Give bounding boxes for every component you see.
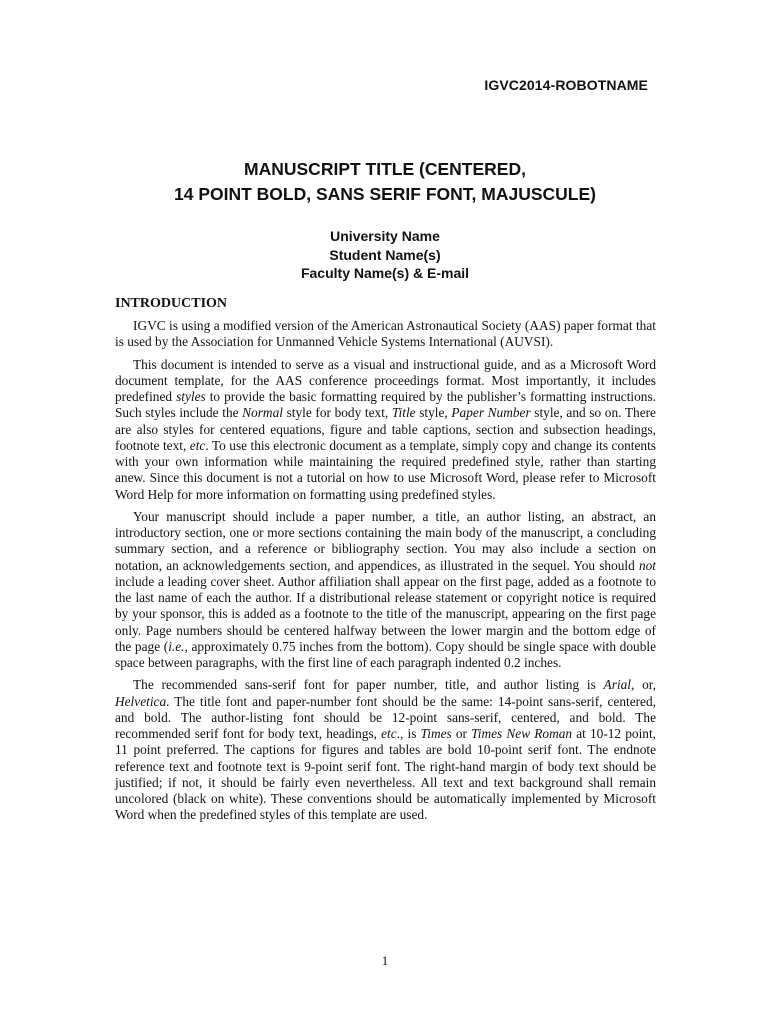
p2-text-e: style, and so on. There are also styles for centered equations, figure and table captions, section and subsection headings, footnote text, [115, 405, 656, 453]
p4-helvetica: Helvetica [115, 693, 167, 709]
p2-styles: styles [176, 389, 206, 404]
p3-text-a: Your manuscript should include a paper number, a title, an author listing, an abstract, an introductory section, one or more sections containing the main body of the manuscript, a concluding summary section, and a reference or bibliography section. You may also include a section on notation, an acknowledgements section, and appendices, as illustrated in the sequel. You should [115, 508, 656, 573]
paragraph-1: IGVC is using a modified version of the American Astronautical Society (AAS) paper format that is used by the Association for Unmanned Vehicle Systems International (AUVSI). [115, 318, 656, 350]
p4-times-new-roman: Times New Roman [471, 726, 573, 741]
p3-text-c: , approximately 0.75 inches from the bottom). Copy should be single space with double space between paragraphs, with the first line of each paragraph indented 0.2 inches. [115, 638, 656, 670]
author-listing [0, 227, 770, 283]
title-line-2: 14 POINT BOLD, SANS SERIF FONT, MAJUSCULE) [174, 184, 596, 204]
p3-not: not [638, 557, 656, 573]
paragraph-3 [115, 509, 656, 672]
manuscript-title [0, 157, 770, 207]
p2-paper-number: Paper Number [451, 405, 531, 421]
page-number: 1 [381, 953, 389, 968]
title-line-1: MANUSCRIPT TITLE (CENTERED, [244, 159, 526, 179]
p2-normal: Normal [242, 405, 283, 421]
p4-text-a: The recommended sans-serif font for paper number, title, and author listing is [133, 677, 604, 693]
university-name: University Name [330, 228, 440, 244]
p4-text-b: , or, [630, 677, 656, 693]
paragraph-2 [115, 357, 656, 503]
p2-etc: etc [189, 437, 206, 453]
p4-etc: etc [381, 726, 397, 741]
p4-text-f: at 10-12 point, 11 point preferred. The captions for figures and tables are bold 10-point serif font. The endnote reference text and footnote text is 9-point serif font. The right-hand margin of body text should be justified; if not, it should be fairly even nevertheless. All text and text background shall remain uncolored (black on white). These conventions should be automatically implemented by Microsoft Word when the predefined styles of this template are used. [115, 726, 657, 823]
p2-text-a: This document is intended to serve as a visual and instructional guide, and as a Microsoft Word document template, for the AAS conference proceedings format. Most importantly, it includes predefined [115, 356, 656, 404]
body-text [115, 295, 656, 830]
section-heading-introduction: INTRODUCTION [115, 296, 228, 311]
paragraph-4 [115, 677, 656, 823]
p4-text-d: ., is [396, 726, 421, 741]
p3-ie: i.e. [168, 638, 185, 654]
p4-times: Times [420, 726, 452, 741]
p4-arial: Arial [603, 677, 631, 693]
p2-text-d: style, [415, 405, 452, 421]
student-names: Student Name(s) [329, 246, 441, 263]
p4-text-e: or [451, 726, 472, 741]
p2-text-f: . To use this electronic document as a template, simply copy and change its contents with your own information while maintaining the required predefined style, rather than starting anew. Since this document is not a tutorial on how to use Microsoft Word, please refer to Microsoft Word Help for more information on formatting using predefined styles. [115, 437, 656, 502]
p2-text-b: to provide the basic formatting required by the publisher’s formatting instructions. Such styles include the [115, 389, 656, 421]
paper-number: IGVC2014-ROBOTNAME [484, 77, 648, 93]
p3-text-b: include a leading cover sheet. Author affiliation shall appear on the first page, added as a footnote to the last name of each the author. If a distributional release statement or copyright notice is required by your sponsor, this is added as a footnote to the title of the manuscript, appearing on the first page only. Page numbers should be centered halfway between the lower margin and the bottom edge of the page ( [115, 573, 656, 654]
p4-text-c: . The title font and paper-number font should be the same: 14-point sans-serif, centered, and bold. The author-listing font should be 12-point sans-serif, centered, and bold. The recommended serif font for body text, headings, [115, 693, 656, 741]
p2-title: Title [391, 405, 416, 421]
faculty-names: Faculty Name(s) & E-mail [300, 265, 470, 281]
p2-text-c: style for body text, [282, 405, 392, 421]
